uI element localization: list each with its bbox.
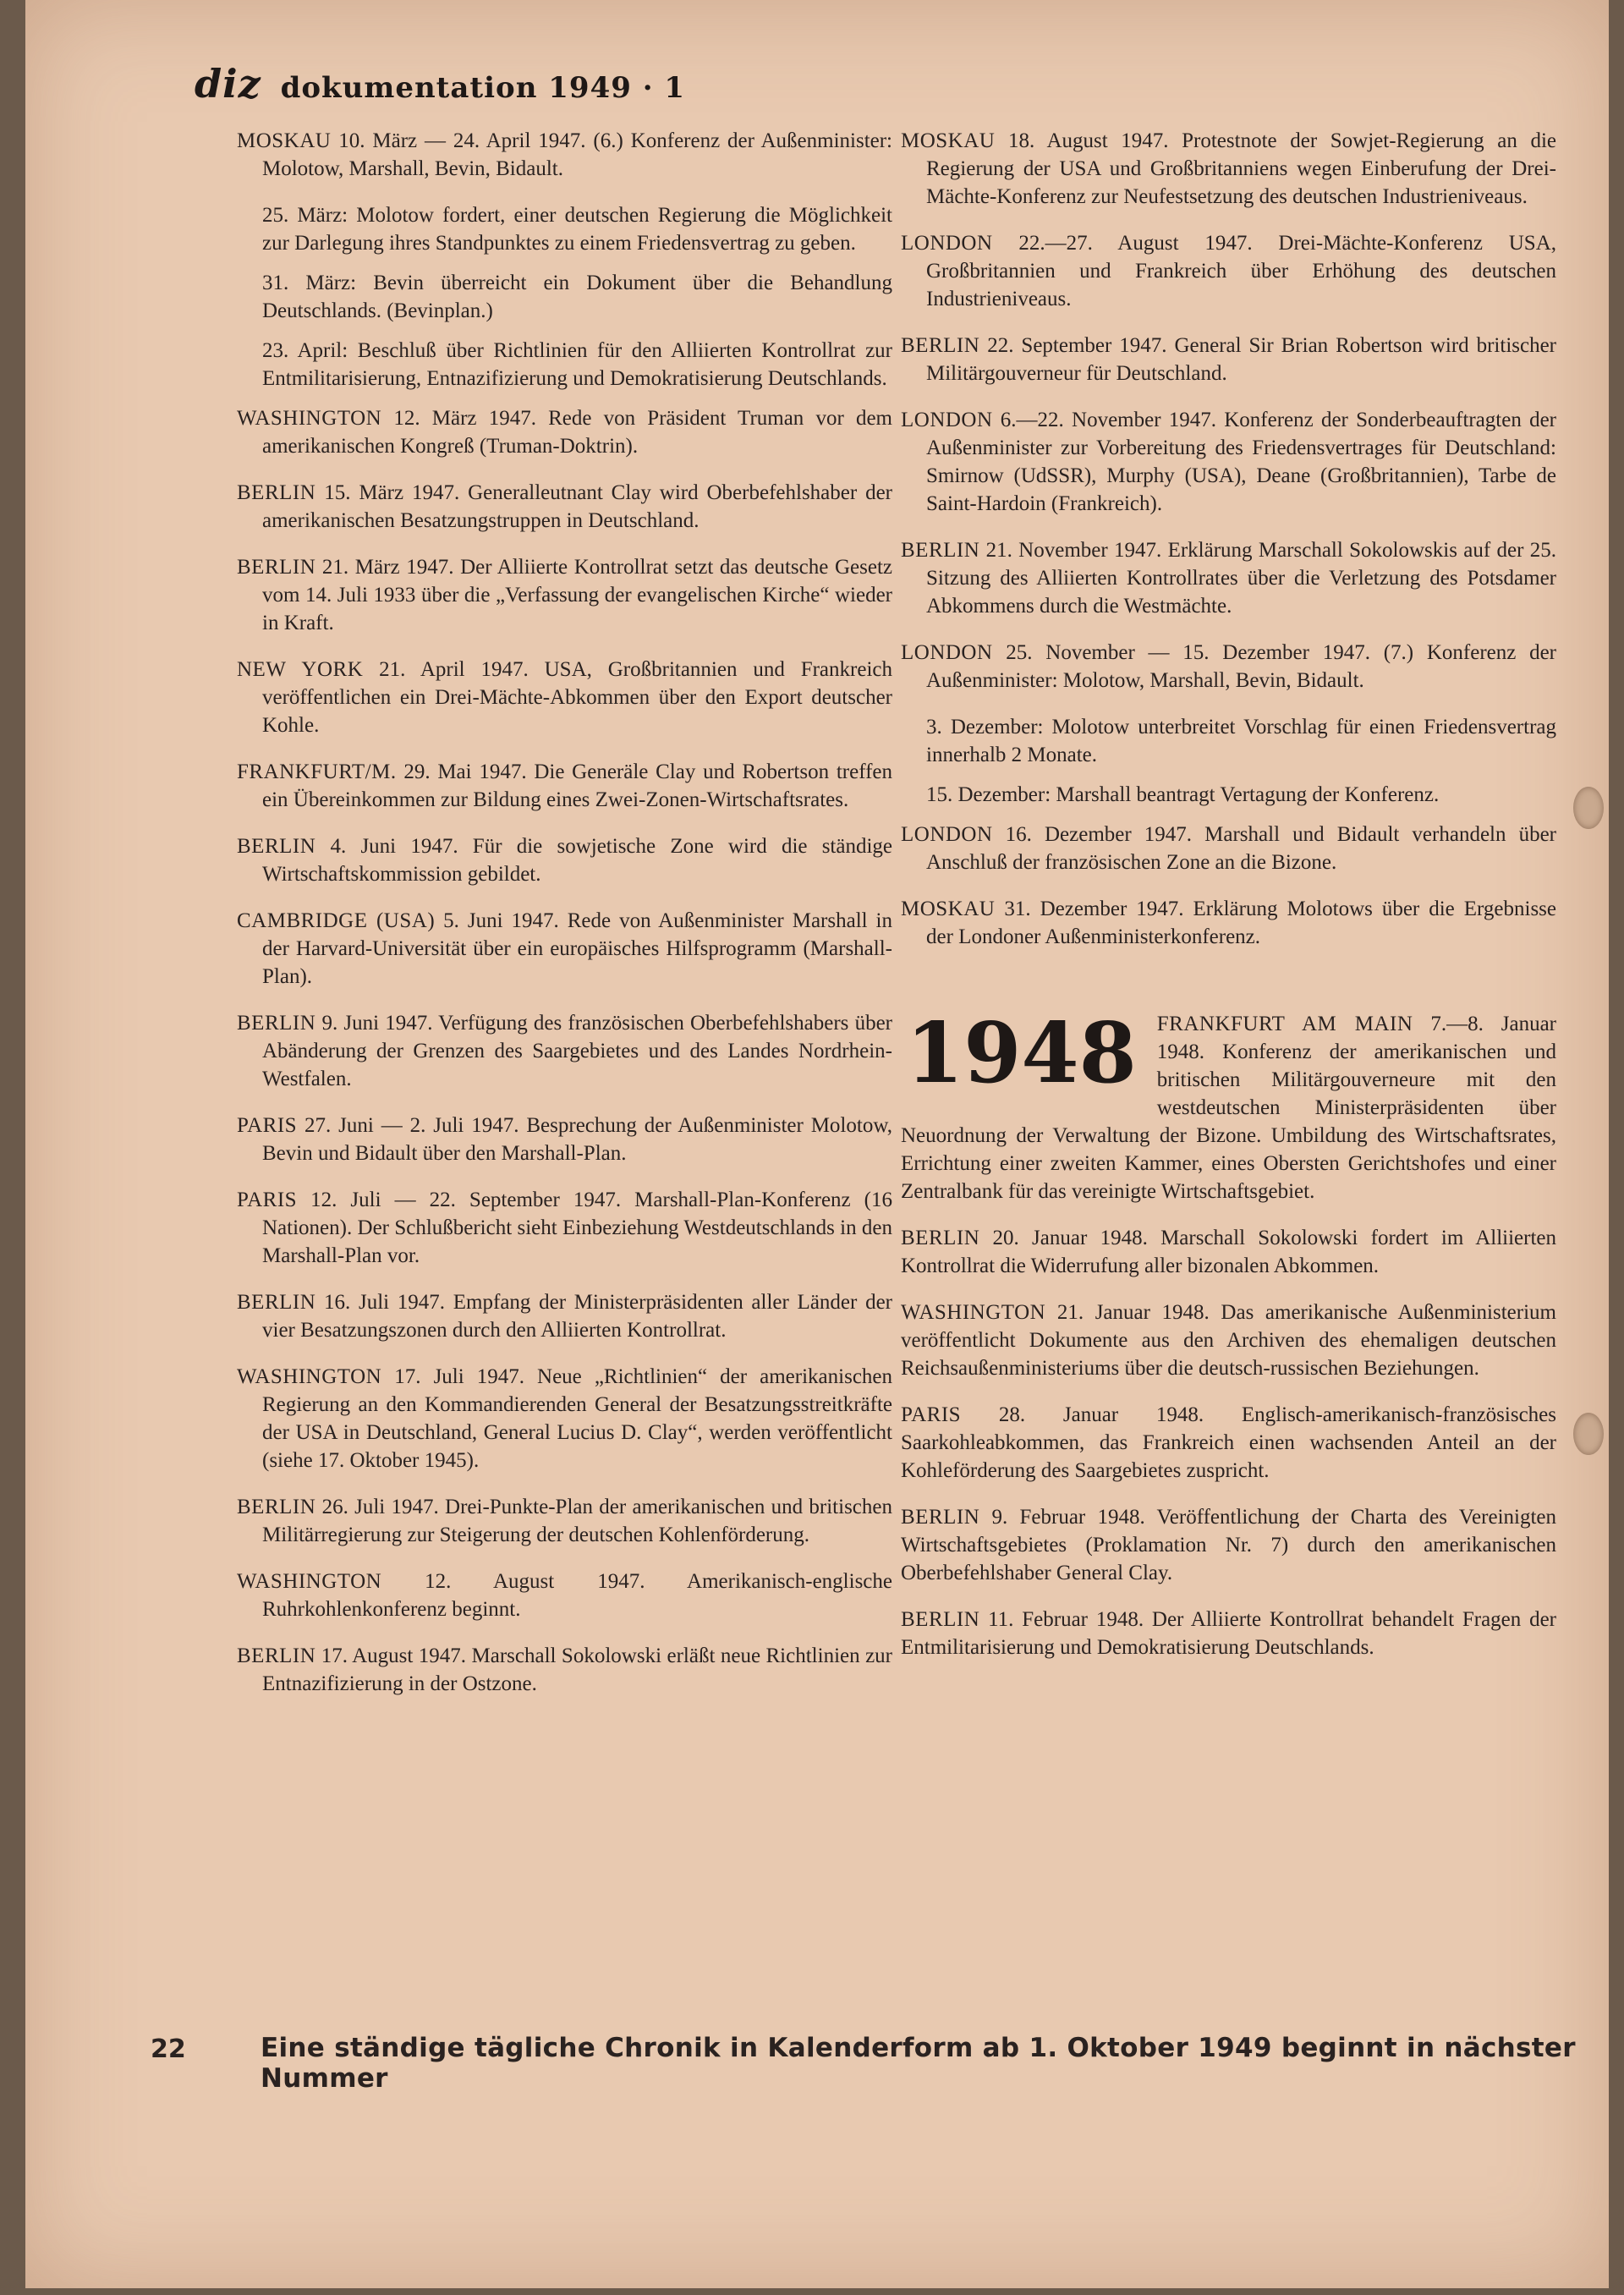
entry-place: LONDON: [901, 409, 993, 431]
entry-place: BERLIN: [237, 835, 316, 858]
chronicle-entry: [237, 1288, 892, 1344]
punch-hole: [1573, 1413, 1604, 1455]
entry-place: LONDON: [901, 823, 993, 846]
chronicle-entry: [237, 758, 892, 814]
entry-text: 9. Juni 1947. Verfügung des französischen Oberbefehlshabers über Abänderung der Grenzen des Saargebietes und des Landes Nordrhein-Westfalen.: [262, 1012, 892, 1090]
chronicle-entry: [237, 1493, 892, 1549]
entry-text: 9. Februar 1948. Veröffentlichung der Charta des Vereinigten Wirtschaftsgebietes (Proklamation Nr. 7) durch den amerikanischen Oberbefehlshaber General Clay.: [901, 1506, 1556, 1584]
chronicle-entry: [901, 1606, 1556, 1661]
entry-text: 21. April 1947. USA, Großbritannien und Frankreich veröffentlichen ein Drei-Mächte-Abkommen über den Export deutscher Kohle.: [262, 658, 892, 737]
entry-place: LONDON: [901, 232, 993, 255]
entry-text: 31. März: Bevin überreicht ein Dokument über die Behandlung Deutschlands. (Bevinplan.): [262, 272, 892, 322]
entry-text: 15. März 1947. Generalleutnant Clay wird Oberbefehlshaber der amerikanischen Besatzungstruppen in Deutschland.: [262, 481, 893, 532]
entry-place: MOSKAU: [237, 129, 332, 152]
entry-place: BERLIN: [237, 1644, 316, 1667]
chronicle-entry: [237, 553, 892, 637]
chronicle-entry: [237, 1642, 892, 1698]
entry-text: 17. August 1947. Marschall Sokolowski erläßt neue Richtlinien zur Entnazifizierung in der Ostzone.: [262, 1644, 892, 1695]
chronicle-entry: [237, 1363, 892, 1474]
entry-place: FRANKFURT AM MAIN: [1156, 1013, 1413, 1035]
entry-text: 28. Januar 1948. Englisch-amerikanisch-französisches Saarkohleabkommen, das Frankreich einen wachsenden Anteil an der Kohleförderung des Saargebietes zuspricht.: [901, 1403, 1556, 1482]
right-column: [901, 127, 1556, 1680]
entry-text: 7.—8. Januar 1948. Konferenz der amerikanischen und britischen Militärgouverneure mit den westdeutschen Ministerpräsidenten über Neuordnung der Verwaltung der Bizone. Umbildung des Wirtschaftsrates, Errichtung einer zweiten Kammer, eines Obersten Gerichtshofes und einer Zentralbank für das vereinigte Wirtschaftsgebiet.: [901, 1013, 1557, 1203]
entry-text: 6.—22. November 1947. Konferenz der Sonderbeauftragten der Außenminister zur Vorbereitung des Friedensvertrages für Deutschland: Smirnow (UdSSR), Murphy (USA), Deane (Großbritannien), Tarbe de Saint-Hardoin (Frankreich).: [926, 409, 1557, 515]
chronicle-entry: [237, 907, 892, 991]
chronicle-entry: [237, 479, 892, 535]
chronicle-entry: [237, 656, 892, 739]
entry-text: 3. Dezember: Molotow unterbreitet Vorschlag für einen Friedensvertrag innerhalb 2 Monate.: [926, 716, 1556, 766]
chronicle-entry: [237, 1568, 892, 1623]
chronicle-entry: [901, 1298, 1556, 1382]
chronicle-entry: [237, 404, 892, 460]
entry-place: LONDON: [901, 641, 993, 664]
entry-place: BERLIN: [237, 1012, 316, 1035]
entry-place: BERLIN: [237, 1291, 316, 1314]
entry-place: BERLIN: [901, 1227, 980, 1249]
entry-text: 16. Dezember 1947. Marshall und Bidault verhandeln über Anschluß der französischen Zone an die Bizone.: [926, 823, 1557, 874]
entry-place: PARIS: [237, 1114, 298, 1137]
entry-text: 29. Mai 1947. Die Generäle Clay und Robertson treffen ein Übereinkommen zur Bildung eines Zwei-Zonen-Wirtschaftsrates.: [262, 760, 892, 811]
chronicle-entry: [237, 1186, 892, 1270]
entry-place: BERLIN: [901, 1506, 980, 1529]
chronicle-entry: [901, 1503, 1556, 1587]
entry-text: 26. Juli 1947. Drei-Punkte-Plan der amerikanischen und britischen Militärregierung zur Steigerung der deutschen Kohlenförderung.: [262, 1496, 892, 1546]
year-heading: 1948: [906, 1005, 1137, 1102]
header-title: dokumentation 1949 · 1: [280, 71, 686, 105]
entry-text: 12. Juli — 22. September 1947. Marshall-Plan-Konferenz (16 Nationen). Der Schlußbericht sieht Einbeziehung Westdeutschlands in den Marshall-Plan vor.: [262, 1189, 893, 1267]
entry-text: 4. Juni 1947. Für die sowjetische Zone wird die ständige Wirtschaftskommission gebildet.: [262, 835, 893, 886]
chronicle-entry: [901, 821, 1556, 876]
entry-place: BERLIN: [237, 1496, 316, 1518]
chronicle-entry: [901, 406, 1556, 518]
entry-place: PARIS: [237, 1189, 298, 1211]
diz-logo: diz: [195, 61, 261, 107]
entry-text: 21. November 1947. Erklärung Marschall Sokolowskis auf der 25. Sitzung des Alliierten Kontrollrates über die Verletzung des Potsdamer Abkommens durch die Westmächte.: [926, 539, 1556, 618]
entry-place: PARIS: [901, 1403, 962, 1426]
chronicle-entry: [901, 1401, 1556, 1485]
chronicle-entry: [901, 229, 1556, 313]
entry-place: BERLIN: [237, 556, 316, 579]
left-column: [237, 127, 892, 1716]
entry-place: BERLIN: [901, 539, 980, 562]
entry-place: BERLIN: [901, 1608, 980, 1631]
chronicle-entry: [901, 781, 1556, 809]
entry-text: 27. Juni — 2. Juli 1947. Besprechung der Außenminister Molotow, Bevin und Bidault über den Marshall-Plan.: [262, 1114, 893, 1165]
entry-text: 10. März — 24. April 1947. (6.) Konferenz der Außenminister: Molotow, Marshall, Bevin, Bidault.: [262, 129, 893, 180]
entry-text: 23. April: Beschluß über Richtlinien für den Alliierten Kontrollrat zur Entmilitarisierung, Entnazifizierung und Demokratisierung Deutschlands.: [262, 339, 892, 390]
chronicle-entry: [237, 337, 892, 393]
entry-place: MOSKAU: [901, 129, 996, 152]
entry-place: CAMBRIDGE (USA): [237, 909, 436, 932]
entry-place: WASHINGTON: [901, 1301, 1046, 1324]
entry-text: 12. August 1947. Amerikanisch-englische Ruhrkohlenkonferenz beginnt.: [262, 1570, 892, 1621]
entry-text: 20. Januar 1948. Marschall Sokolowski fordert im Alliierten Kontrollrat die Widerrufung aller bizonalen Abkommen.: [901, 1227, 1556, 1277]
entry-text: 11. Februar 1948. Der Alliierte Kontrollrat behandelt Fragen der Entmilitarisierung und Demokratisierung Deutschlands.: [901, 1608, 1557, 1659]
chronicle-entry: [901, 639, 1556, 695]
entry-text: 31. Dezember 1947. Erklärung Molotows über die Ergebnisse der Londoner Außenministerkonferenz.: [926, 898, 1557, 948]
chronicle-entry: [237, 1009, 892, 1093]
entry-place: MOSKAU: [901, 898, 996, 920]
chronicle-entry: [237, 201, 892, 257]
entry-text: 21. März 1947. Der Alliierte Kontrollrat setzt das deutsche Gesetz vom 14. Juli 1933 über die „Verfassung der evangelischen Kirche“ wieder in Kraft.: [262, 556, 892, 634]
entry-place: FRANKFURT/M.: [237, 760, 397, 783]
entry-place: WASHINGTON: [237, 1570, 382, 1593]
entry-text: 25. November — 15. Dezember 1947. (7.) Konferenz der Außenminister: Molotow, Marshall, Bevin, Bidault.: [926, 641, 1557, 692]
entry-text: 17. Juli 1947. Neue „Richtlinien“ der amerikanischen Regierung an den Kommandierenden General der Besatzungsstreitkräfte der USA in Deutschland, General Lucius D. Clay“, werden veröffentlicht (siehe 17. Oktober 1945).: [262, 1365, 893, 1472]
year-section-1948: [901, 1005, 1557, 1661]
entry-place: NEW YORK: [237, 658, 364, 681]
footer-note: Eine ständige tägliche Chronik in Kalenderform ab 1. Oktober 1949 beginnt in nächster Nummer: [261, 2033, 1576, 2094]
page-number: 22: [151, 2034, 186, 2064]
document-page: [25, 0, 1609, 2288]
entry-place: BERLIN: [237, 481, 316, 504]
entry-text: 15. Dezember: Marshall beantragt Vertagung der Konferenz.: [926, 783, 1440, 806]
entry-text: 25. März: Molotow fordert, einer deutschen Regierung die Möglichkeit zur Darlegung ihres Standpunktes zu einem Friedensvertrag zu geben.: [262, 204, 892, 255]
page-header: [195, 61, 685, 107]
entry-text: 22.—27. August 1947. Drei-Mächte-Konferenz USA, Großbritannien und Frankreich über Erhöhung des deutschen Industrieniveaus.: [926, 232, 1556, 310]
entry-place: BERLIN: [901, 334, 980, 357]
chronicle-entry: [237, 832, 892, 888]
chronicle-entry: [237, 1112, 892, 1167]
chronicle-entry: [901, 536, 1556, 620]
chronicle-entry: [901, 1224, 1556, 1280]
chronicle-entry: [901, 127, 1556, 211]
entry-text: 5. Juni 1947. Rede von Außenminister Marshall in der Harvard-Universität über ein europäisches Hilfsprogramm (Marshall-Plan).: [262, 909, 893, 988]
chronicle-entry: [237, 127, 892, 183]
entry-text: 12. März 1947. Rede von Präsident Truman vor dem amerikanischen Kongreß (Truman-Doktrin).: [262, 407, 892, 458]
chronicle-entry: [901, 895, 1556, 951]
entry-place: WASHINGTON: [237, 407, 382, 430]
entry-text: 16. Juli 1947. Empfang der Ministerpräsidenten aller Länder der vier Besatzungszonen durch den Alliierten Kontrollrat.: [262, 1291, 892, 1342]
entry-place: WASHINGTON: [237, 1365, 382, 1388]
entry-text: 18. August 1947. Protestnote der Sowjet-Regierung an die Regierung der USA und Großbritanniens wegen Einberufung der Drei-Mächte-Konferenz zur Neufestsetzung des deutschen Industrieniveaus.: [926, 129, 1556, 208]
entry-text: 21. Januar 1948. Das amerikanische Außenministerium veröffentlicht Dokumente aus den Archiven des ehemaligen deutschen Reichsaußenministeriums über die deutsch-russischen Beziehungen.: [901, 1301, 1556, 1380]
entry-text: 22. September 1947. General Sir Brian Robertson wird britischer Militärgouverneur für Deutschland.: [926, 334, 1557, 385]
chronicle-entry: [901, 713, 1556, 769]
punch-hole: [1573, 787, 1604, 829]
chronicle-entry: [901, 332, 1556, 387]
chronicle-entry: [237, 269, 892, 325]
